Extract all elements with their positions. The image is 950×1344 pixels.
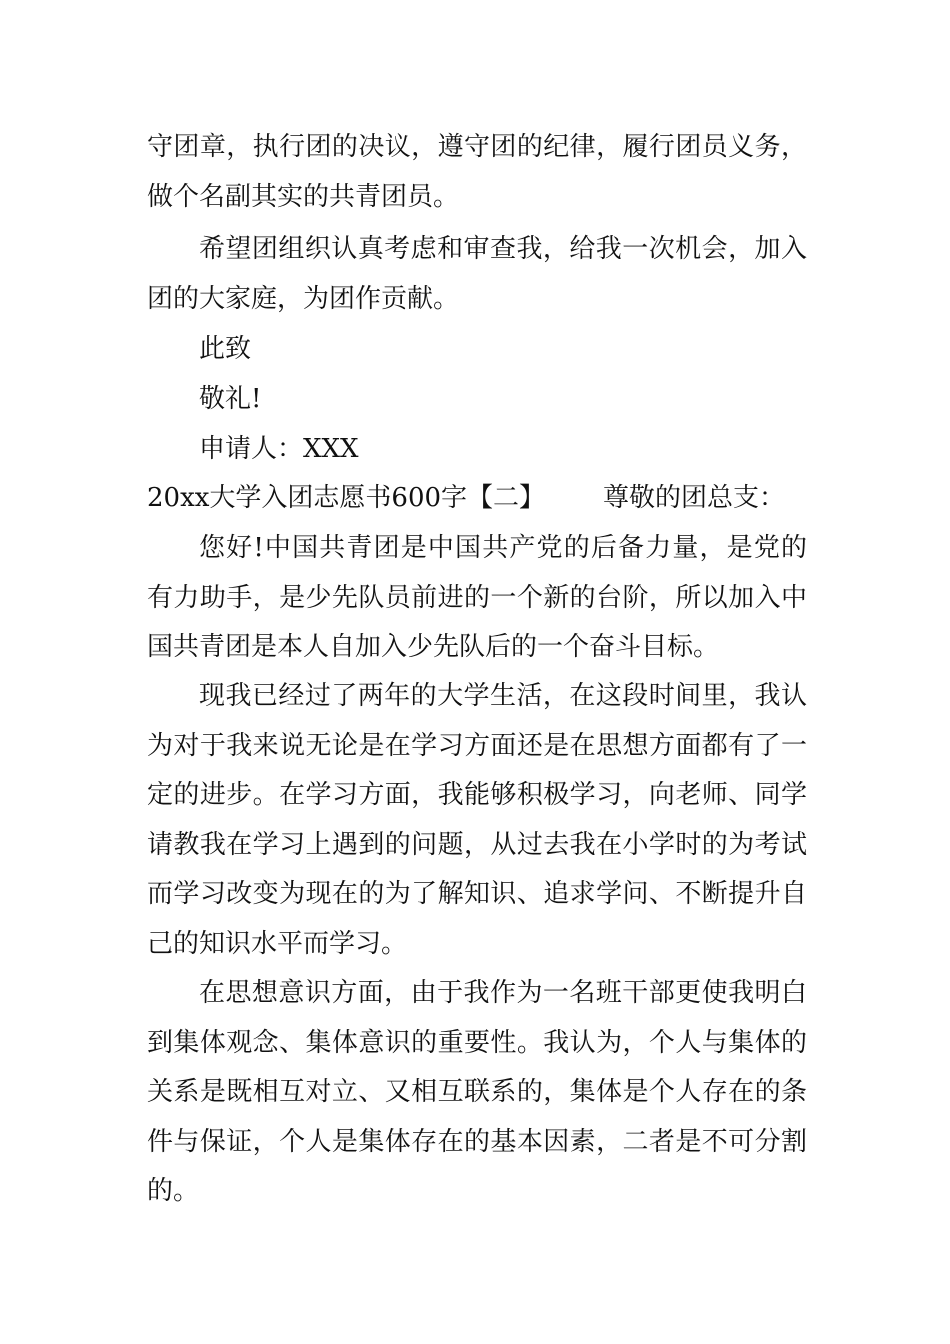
paragraph: [147, 225, 807, 324]
closing-text: 此致: [199, 334, 252, 364]
paragraph-text: 守团章，执行团的决议，遵守团的纪律，履行团员义务，做个名副其实的共青团员。: [147, 132, 807, 212]
paragraph: [147, 524, 807, 673]
paragraph: [147, 969, 807, 1217]
applicant-text: 申请人：XXX: [199, 434, 359, 464]
salutation: 尊敬的团总支：: [603, 483, 786, 513]
paragraph-text: 现我已经过了两年的大学生活，在这段时间里，我认为对于我来说无论是在学习方面还是在思想方面都有了一定的进步。在学习方面，我能够积极学习，向老师、同学请教我在学习上遇到的问题，从过去我在小学时的为考试而学习改变为现在的为了解知识、追求学问、不断提升自己的知识水平而学习。: [147, 681, 807, 959]
paragraph-text: 希望团组织认真考虑和审查我，给我一次机会，加入团的大家庭，为团作贡献。: [147, 234, 807, 314]
closing-text: 敬礼!: [199, 384, 262, 414]
paragraph-text: 您好!中国共青团是中国共产党的后备力量，是党的有力助手，是少先队员前进的一个新的台阶，所以加入中国共青团是本人自加入少先队后的一个奋斗目标。: [147, 533, 807, 662]
closing-line-1: [147, 325, 859, 375]
section-title: 20xx大学入团志愿书600字【二】: [147, 483, 546, 513]
closing-line-2: [147, 375, 859, 425]
section-heading-line: [147, 474, 807, 524]
applicant-line: [147, 425, 859, 475]
paragraph: [147, 672, 807, 969]
paragraph-continued: [147, 123, 807, 222]
paragraph-text: 在思想意识方面，由于我作为一名班干部更使我明白到集体观念、集体意识的重要性。我认为，个人与集体的关系是既相互对立、又相互联系的，集体是个人存在的条件与保证，个人是集体存在的基本因素，二者是不可分割的。: [147, 978, 807, 1206]
